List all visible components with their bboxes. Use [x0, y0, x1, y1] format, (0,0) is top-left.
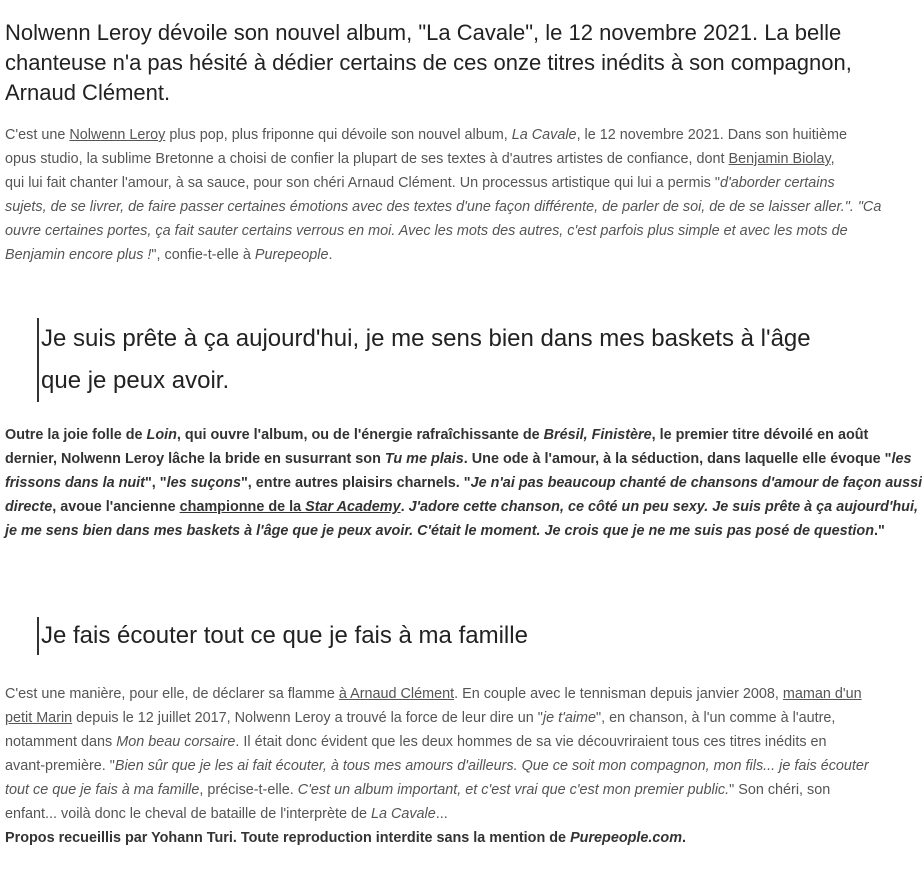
text: qui lui fait chanter l'amour, à sa sauce, pour son chéri Arnaud Clément. Un processus artistique qui lui a permis " — [5, 175, 720, 191]
paragraph-songs — [5, 423, 922, 543]
source-name: Purepeople — [254, 247, 329, 263]
song-title: Brésil, Finistère — [543, 427, 652, 443]
text-line — [5, 447, 912, 471]
paragraph-credits — [5, 826, 900, 850]
quote-text: J'adore cette chanson, ce côté un peu sexy. Je suis prête à ça aujourd'hui, — [408, 499, 918, 515]
album-title: La Cavale — [370, 806, 436, 822]
text-line — [5, 123, 900, 147]
text: dernier, Nolwenn Leroy lâche la bride en susurrant son — [5, 451, 385, 467]
text-line — [5, 826, 900, 850]
pull-quote-line: Je suis prête à ça aujourd'hui, je me sens bien dans mes baskets à l'âge — [41, 325, 811, 352]
text: , le 12 novembre 2021. Dans son huitième — [576, 127, 847, 143]
text-line — [5, 730, 900, 754]
text: ." — [874, 523, 885, 539]
quote-text: ouvre certaines portes, ça fait sauter certains verrous en moi. Avec les mots des autres, c'est parfois plus simple et avec les mots de — [5, 223, 848, 239]
text: , précise-t-elle. — [199, 782, 298, 798]
link-text: championne de la — [179, 499, 306, 515]
text-line — [5, 754, 900, 778]
text-line — [5, 802, 900, 826]
text: . Une ode à l'amour, à la séduction, dans laquelle elle évoque " — [463, 451, 892, 467]
lead-line: chanteuse n'a pas hésité à dédier certains de ces onze titres inédits à son compagnon, — [5, 50, 852, 75]
text: ", " — [144, 475, 167, 491]
pull-quote-line: que je peux avoir. — [41, 367, 230, 394]
quote-text: directe — [5, 499, 53, 515]
text: Propos recueillis par Yohann Turi. Toute reproduction interdite sans la mention de — [5, 830, 571, 846]
lead-line: Nolwenn Leroy dévoile son nouvel album, "La Cavale", le 12 novembre 2021. La belle — [5, 20, 842, 45]
text: avant-première. " — [5, 758, 115, 774]
text: C'est une — [5, 127, 70, 143]
text: , — [830, 151, 835, 167]
quote-text: tout ce que je fais à ma famille — [5, 782, 200, 798]
link-star-academy[interactable] — [180, 499, 401, 515]
text: C'est une manière, pour elle, de déclarer sa flamme — [5, 686, 339, 702]
link-arnaud-clement[interactable]: à Arnaud Clément — [338, 686, 455, 702]
quote-text: d'aborder certains — [719, 175, 835, 191]
source-name: Purepeople.com — [570, 830, 683, 846]
quote-text: sujets, de se livrer, de faire passer certaines émotions avec des textes d'une façon différente, de parler de soi, de de se laisser aller.". "Ca — [5, 199, 882, 215]
text-line — [5, 778, 900, 802]
pull-quote-1 — [37, 318, 881, 402]
link-maman-petit-marin[interactable]: maman d'un — [782, 686, 862, 702]
text: . — [328, 247, 333, 263]
article-lead — [5, 18, 885, 108]
text: enfant... voilà donc le cheval de bataille de l'interprète de — [5, 806, 371, 822]
text: . En couple avec le tennisman depuis janvier 2008, — [454, 686, 783, 702]
text-line — [5, 519, 900, 543]
text: plus pop, plus friponne qui dévoile son nouvel album, — [165, 127, 512, 143]
link-benjamin-biolay[interactable]: Benjamin Biolay — [728, 151, 831, 167]
quote-text: les suçons — [166, 475, 241, 491]
text-line — [5, 495, 918, 519]
quote-text: Je n'ai pas beaucoup chanté de chansons d'amour de façon aussi — [470, 475, 922, 491]
text: notamment dans — [5, 734, 117, 750]
text-line — [5, 706, 900, 730]
text-line — [5, 471, 922, 495]
quote-text: Bien sûr que je les ai fait écouter, à tous mes amours d'ailleurs. Que ce soit mon compagnon, mon fils... je fais écouter — [114, 758, 869, 774]
link-maman-petit-marin[interactable]: petit Marin — [5, 710, 73, 726]
text-line — [5, 682, 900, 706]
text: , qui ouvre l'album, ou de l'énergie rafraîchissante de — [176, 427, 544, 443]
text-line — [5, 243, 900, 267]
quote-text: C'est un album important, et c'est vrai que c'est mon premier public. — [297, 782, 730, 798]
text: . Il était donc évident que les deux hommes de sa vie découvriraient tous ces titres inédits en — [235, 734, 827, 750]
song-title: Tu me plais — [384, 451, 464, 467]
song-title: Mon beau corsaire — [116, 734, 236, 750]
text: ", entre autres plaisirs charnels. " — [240, 475, 471, 491]
quote-text: les — [891, 451, 912, 467]
text: , le premier titre dévoilé en août — [651, 427, 869, 443]
text: Outre la joie folle de — [5, 427, 147, 443]
text: , avoue l'ancienne — [52, 499, 180, 515]
quote-text: je t'aime — [542, 710, 597, 726]
quote-text: frissons dans la nuit — [5, 475, 145, 491]
text-line — [5, 219, 900, 243]
song-title: Loin — [146, 427, 177, 443]
pull-quote-2 — [37, 617, 881, 655]
paragraph-family — [5, 682, 900, 826]
text-line — [5, 147, 900, 171]
text-line — [5, 195, 900, 219]
lead-line: Arnaud Clément. — [5, 80, 171, 105]
text: " Son chéri, son — [729, 782, 831, 798]
text: . — [400, 499, 409, 515]
text: ... — [435, 806, 448, 822]
text: depuis le 12 juillet 2017, Nolwenn Leroy a trouvé la force de leur dire un " — [72, 710, 543, 726]
paragraph-intro — [5, 123, 900, 267]
quote-text: je me sens bien dans mes baskets à l'âge que je peux avoir. C'était le moment. Je crois que je ne me suis pas posé de question — [5, 523, 875, 539]
quote-text: Benjamin encore plus ! — [5, 247, 152, 263]
text-line — [5, 171, 900, 195]
text: opus studio, la sublime Bretonne a choisi de confier la plupart de ses textes à d'autres artistes de confiance, dont — [5, 151, 729, 167]
text: . — [682, 830, 687, 846]
pull-quote-line: Je fais écouter tout ce que je fais à ma famille — [41, 622, 528, 649]
album-title: La Cavale — [511, 127, 577, 143]
link-nolwenn-leroy[interactable]: Nolwenn Leroy — [69, 127, 166, 143]
text: ", en chanson, à l'un comme à l'autre, — [596, 710, 836, 726]
link-text: Star Academy — [305, 499, 401, 515]
text: ", confie-t-elle à — [151, 247, 255, 263]
text-line — [5, 423, 900, 447]
